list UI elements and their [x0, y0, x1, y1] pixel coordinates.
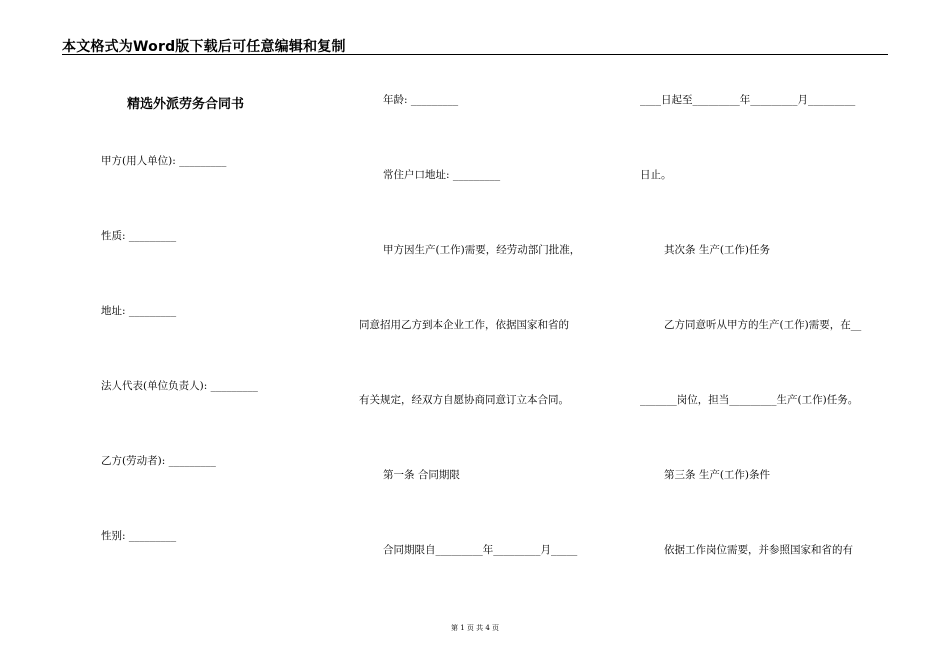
residence-line: 常住户口地址: _________: [383, 169, 501, 181]
term-end-suffix: 日止。: [640, 169, 672, 181]
term-end-line: ____日起至_________年_________月_________: [640, 94, 856, 106]
preamble-line-3: 有关规定，经双方自愿协商同意订立本合同。: [359, 394, 569, 406]
nature-line: 性质: _________: [101, 230, 177, 242]
article-2-heading: 其次条 生产(工作)任务: [664, 244, 771, 256]
party-a-line: 甲方(用人单位): _________: [101, 155, 227, 167]
page-footer: 第 1 页 共 4 页: [450, 624, 500, 632]
header-text: 本文格式为Word版下载后可任意编辑和复制: [62, 39, 346, 55]
article-1-heading: 第一条 合同期限: [383, 469, 460, 481]
article-3-line-1: 依据工作岗位需要，并参照国家和省的有: [664, 544, 853, 556]
contract-term-line: 合同期限自_________年_________月_____: [383, 544, 578, 556]
gender-line: 性别: _________: [101, 530, 177, 542]
preamble-line-1: 甲方因生产(工作)需要，经劳动部门批准，: [383, 244, 581, 256]
document-title: 精选外派劳务合同书: [127, 97, 245, 112]
legal-rep-line: 法人代表(单位负责人): _________: [101, 380, 258, 392]
page-header: [62, 34, 888, 55]
article-3-heading: 第三条 生产(工作)条件: [664, 469, 771, 481]
article-2-line-2: _______岗位，担当_________生产(工作)任务。: [640, 394, 859, 406]
party-b-line: 乙方(劳动者): _________: [101, 455, 216, 467]
address-line: 地址: _________: [101, 305, 177, 317]
preamble-line-2: 同意招用乙方到本企业工作，依据国家和省的: [359, 319, 569, 331]
age-line: 年龄: _________: [383, 94, 459, 106]
article-2-line-1: 乙方同意听从甲方的生产(工作)需要，在__: [664, 319, 862, 331]
